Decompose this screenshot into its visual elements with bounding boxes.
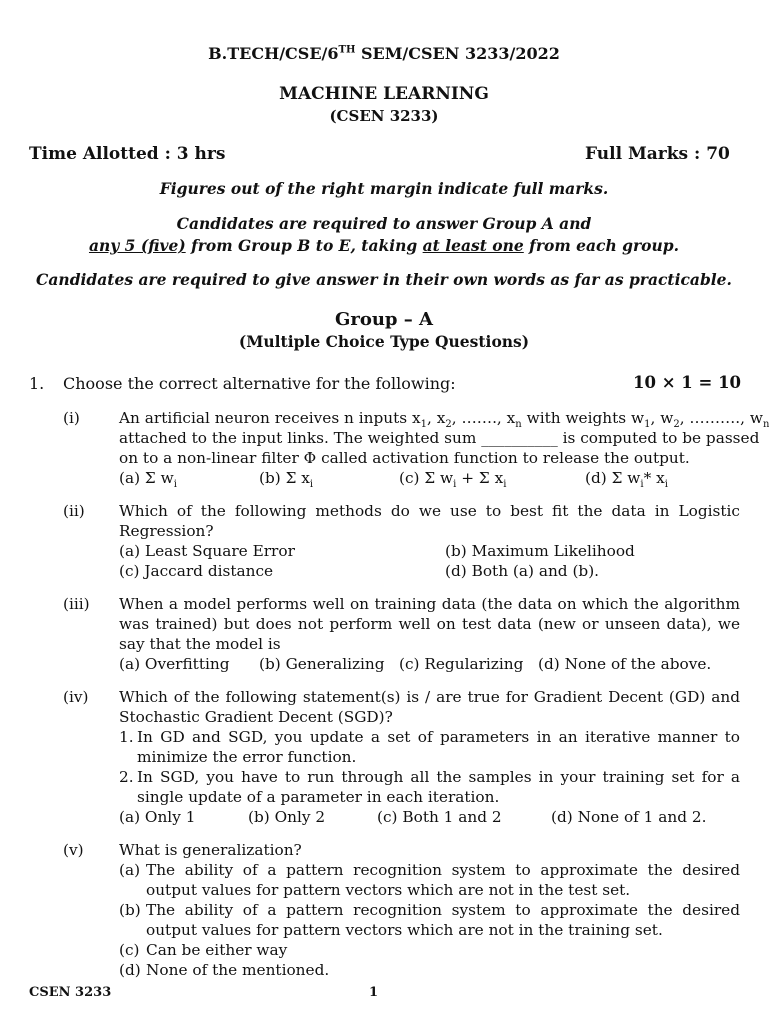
item-iv-number: (iv) [63, 688, 89, 706]
item-ii-option-a: (a) Least Square Error [119, 542, 295, 560]
item-iv-text: Which of the following statement(s) is / are true for Gradient Decent (GD) and Stochastic Gradient Decent (SGD)? [119, 688, 740, 726]
item-v-option-a: The ability of a pattern recognition system to approximate the desired output values for pattern vectors which are not in the test set. [146, 861, 740, 899]
item-i-option-b: (b) Σ $x_i$ [259, 469, 314, 491]
course-line: B.TECH/CSE/6TH SEM/CSEN 3233/2022 [208, 44, 560, 63]
item-v-option-d: None of the mentioned. [146, 961, 330, 979]
item-iv-option-d: (d) None of 1 and 2. [551, 808, 707, 826]
instruction-own-words: Candidates are required to give answer in their own words as far as practicable. [36, 270, 732, 289]
item-iii-text: When a model performs well on training data (the data on which the algorithm was trained) but does not perform well on test data (new or unseen data), we say that the model is [119, 595, 740, 653]
item-iii-option-d: (d) None of the above. [538, 655, 712, 673]
item-v-option-c: Can be either way [146, 941, 288, 959]
item-i-line1: An artificial neuron receives n inputs $x_1$, $x_2$, ……., $x_n$ with weights $w_1$, $w_2$, ………., $w_n$ [119, 409, 769, 431]
instruction-marks: Figures out of the right margin indicate full marks. [159, 179, 609, 198]
item-v-option-b: The ability of a pattern recognition system to approximate the desired output values for pattern vectors which are not in the training set. [146, 901, 740, 939]
item-v-option-a-label: (a) [119, 861, 141, 879]
instruction-groups-2: any 5 (five) from Group B to E, taking at least one from each group. [88, 236, 680, 255]
question-text: Choose the correct alternative for the following: [63, 374, 456, 393]
footer-code: CSEN 3233 [29, 985, 112, 1000]
item-ii-option-d: (d) Both (a) and (b). [445, 562, 600, 580]
question-number: 1. [29, 374, 45, 393]
group-subtitle: (Multiple Choice Type Questions) [238, 332, 530, 351]
item-v-text: What is generalization? [119, 841, 302, 859]
item-iv-statement-2-number: 2. [119, 768, 134, 786]
item-iv-option-b: (b) Only 2 [248, 808, 326, 826]
full-marks: Full Marks : 70 [585, 144, 730, 164]
item-v-option-d-label: (d) [119, 961, 141, 979]
item-i-option-a: (a) Σ $w_i$ [119, 469, 177, 491]
item-iv-option-c: (c) Both 1 and 2 [377, 808, 502, 826]
item-i-line3: on to a non-linear filter Φ called activation function to release the output. [119, 449, 690, 467]
item-i-line2: attached to the input links. The weighted sum __________ is computed to be passed [119, 429, 760, 447]
item-iii-option-a: (a) Overfitting [119, 655, 230, 673]
time-allotted: Time Allotted : 3 hrs [29, 144, 226, 164]
item-i-option-d: (d) Σ $w_i*$ $x_i$ [585, 469, 668, 491]
item-iii-option-c: (c) Regularizing [399, 655, 524, 673]
page-number: 1 [369, 985, 379, 1000]
item-iv-option-a: (a) Only 1 [119, 808, 196, 826]
item-ii-number: (ii) [63, 502, 85, 520]
item-iv-statement-1: In GD and SGD, you update a set of parameters in an iterative manner to minimize the error function. [137, 728, 740, 766]
subject-code: (CSEN 3233) [329, 107, 439, 125]
item-iii-number: (iii) [63, 595, 90, 613]
item-ii-option-b: (b) Maximum Likelihood [445, 542, 635, 560]
item-iv-statement-2: In SGD, you have to run through all the samples in your training set for a single update of a parameter in each iteration. [137, 768, 740, 806]
instruction-groups-1: Candidates are required to answer Group A and [176, 214, 592, 233]
item-v-option-c-label: (c) [119, 941, 140, 959]
item-i-option-c: (c) Σ $w_i + \Sigma$ $x_i$ [399, 469, 507, 491]
group-title: Group – A [334, 309, 434, 330]
item-v-option-b-label: (b) [119, 901, 141, 919]
item-ii-option-c: (c) Jaccard distance [119, 562, 274, 580]
item-iii-option-b: (b) Generalizing [259, 655, 385, 673]
question-marks: 10 × 1 = 10 [633, 373, 742, 392]
item-ii-text: Which of the following methods do we use to best fit the data in Logistic Regression? [119, 502, 740, 540]
subject-title: MACHINE LEARNING [279, 84, 489, 104]
item-i-number: (i) [63, 409, 80, 427]
item-v-number: (v) [63, 841, 84, 859]
item-iv-statement-1-number: 1. [119, 728, 134, 746]
